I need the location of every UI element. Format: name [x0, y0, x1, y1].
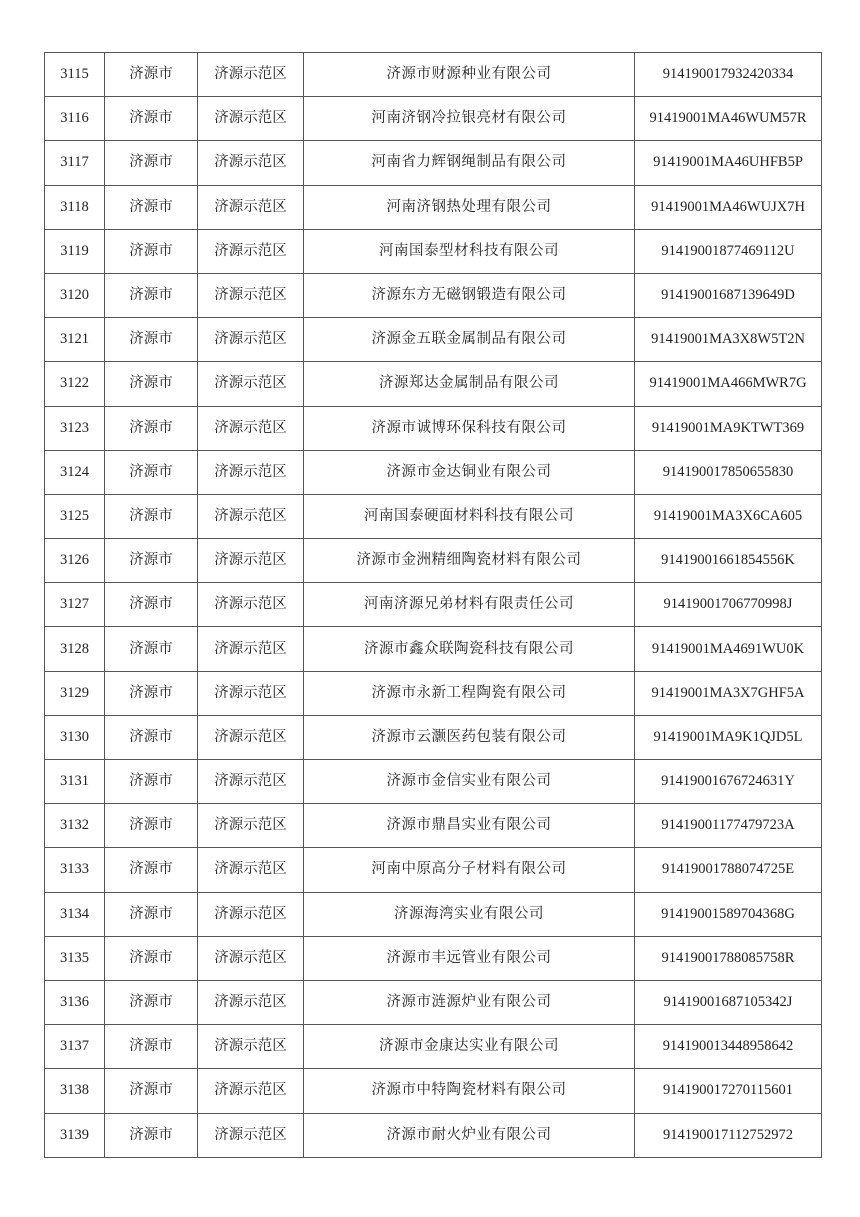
- cell-credit-code: 91419001661854556K: [635, 539, 822, 583]
- cell-district: 济源示范区: [198, 715, 304, 759]
- cell-credit-code: 91419001706770998J: [635, 583, 822, 627]
- cell-credit-code: 914190013448958642: [635, 1025, 822, 1069]
- cell-company-name: 济源市丰远管业有限公司: [304, 936, 635, 980]
- cell-credit-code: 91419001687105342J: [635, 980, 822, 1024]
- cell-district: 济源示范区: [198, 273, 304, 317]
- cell-serial-number: 3133: [45, 848, 105, 892]
- cell-district: 济源示范区: [198, 671, 304, 715]
- cell-credit-code: 91419001589704368G: [635, 892, 822, 936]
- cell-company-name: 济源市金洲精细陶瓷材料有限公司: [304, 539, 635, 583]
- table-row: [45, 450, 822, 494]
- cell-city: 济源市: [105, 1113, 198, 1157]
- cell-company-name: 济源金五联金属制品有限公司: [304, 318, 635, 362]
- cell-serial-number: 3130: [45, 715, 105, 759]
- cell-credit-code: 91419001788074725E: [635, 848, 822, 892]
- table-row: [45, 362, 822, 406]
- cell-serial-number: 3135: [45, 936, 105, 980]
- cell-serial-number: 3116: [45, 97, 105, 141]
- table-row: [45, 936, 822, 980]
- cell-credit-code: 91419001177479723A: [635, 804, 822, 848]
- table-row: [45, 848, 822, 892]
- cell-serial-number: 3123: [45, 406, 105, 450]
- cell-city: 济源市: [105, 494, 198, 538]
- cell-city: 济源市: [105, 1025, 198, 1069]
- cell-city: 济源市: [105, 53, 198, 97]
- cell-company-name: 河南中原高分子材料有限公司: [304, 848, 635, 892]
- table-row: [45, 980, 822, 1024]
- cell-company-name: 济源市金达铜业有限公司: [304, 450, 635, 494]
- cell-company-name: 河南国泰硬面材料科技有限公司: [304, 494, 635, 538]
- cell-company-name: 济源市财源种业有限公司: [304, 53, 635, 97]
- cell-district: 济源示范区: [198, 229, 304, 273]
- table-row: [45, 406, 822, 450]
- cell-credit-code: 91419001MA3X7GHF5A: [635, 671, 822, 715]
- cell-district: 济源示范区: [198, 936, 304, 980]
- cell-city: 济源市: [105, 1069, 198, 1113]
- cell-city: 济源市: [105, 671, 198, 715]
- cell-city: 济源市: [105, 583, 198, 627]
- cell-district: 济源示范区: [198, 627, 304, 671]
- cell-city: 济源市: [105, 892, 198, 936]
- cell-district: 济源示范区: [198, 97, 304, 141]
- cell-district: 济源示范区: [198, 804, 304, 848]
- cell-company-name: 河南济钢冷拉银亮材有限公司: [304, 97, 635, 141]
- cell-serial-number: 3118: [45, 185, 105, 229]
- cell-district: 济源示范区: [198, 53, 304, 97]
- cell-credit-code: 914190017850655830: [635, 450, 822, 494]
- table-row: [45, 583, 822, 627]
- cell-district: 济源示范区: [198, 141, 304, 185]
- cell-serial-number: 3128: [45, 627, 105, 671]
- cell-credit-code: 91419001MA466MWR7G: [635, 362, 822, 406]
- table-row: [45, 53, 822, 97]
- cell-city: 济源市: [105, 406, 198, 450]
- cell-credit-code: 91419001MA9K1QJD5L: [635, 715, 822, 759]
- cell-company-name: 济源市鑫众联陶瓷科技有限公司: [304, 627, 635, 671]
- table-row: [45, 671, 822, 715]
- cell-city: 济源市: [105, 97, 198, 141]
- cell-city: 济源市: [105, 450, 198, 494]
- cell-district: 济源示范区: [198, 1069, 304, 1113]
- cell-company-name: 济源市云灏医药包装有限公司: [304, 715, 635, 759]
- cell-serial-number: 3138: [45, 1069, 105, 1113]
- cell-district: 济源示范区: [198, 539, 304, 583]
- cell-company-name: 济源市诚博环保科技有限公司: [304, 406, 635, 450]
- cell-city: 济源市: [105, 936, 198, 980]
- cell-company-name: 济源市鼎昌实业有限公司: [304, 804, 635, 848]
- cell-district: 济源示范区: [198, 1025, 304, 1069]
- cell-company-name: 河南济钢热处理有限公司: [304, 185, 635, 229]
- cell-district: 济源示范区: [198, 892, 304, 936]
- table-row: [45, 760, 822, 804]
- cell-company-name: 河南济源兄弟材料有限责任公司: [304, 583, 635, 627]
- cell-serial-number: 3122: [45, 362, 105, 406]
- cell-city: 济源市: [105, 273, 198, 317]
- cell-company-name: 济源市金信实业有限公司: [304, 760, 635, 804]
- cell-city: 济源市: [105, 804, 198, 848]
- cell-credit-code: 91419001MA46WUJX7H: [635, 185, 822, 229]
- cell-district: 济源示范区: [198, 1113, 304, 1157]
- cell-serial-number: 3132: [45, 804, 105, 848]
- cell-district: 济源示范区: [198, 318, 304, 362]
- cell-city: 济源市: [105, 715, 198, 759]
- cell-district: 济源示范区: [198, 450, 304, 494]
- cell-city: 济源市: [105, 362, 198, 406]
- table-row: [45, 273, 822, 317]
- cell-city: 济源市: [105, 539, 198, 583]
- cell-credit-code: 91419001MA3X8W5T2N: [635, 318, 822, 362]
- cell-city: 济源市: [105, 627, 198, 671]
- table-body: [45, 53, 822, 1158]
- cell-serial-number: 3136: [45, 980, 105, 1024]
- cell-credit-code: 91419001687139649D: [635, 273, 822, 317]
- cell-company-name: 济源市中特陶瓷材料有限公司: [304, 1069, 635, 1113]
- cell-credit-code: 91419001MA9KTWT369: [635, 406, 822, 450]
- table-row: [45, 892, 822, 936]
- cell-company-name: 济源郑达金属制品有限公司: [304, 362, 635, 406]
- cell-serial-number: 3137: [45, 1025, 105, 1069]
- cell-district: 济源示范区: [198, 494, 304, 538]
- table-row: [45, 1025, 822, 1069]
- cell-serial-number: 3127: [45, 583, 105, 627]
- cell-district: 济源示范区: [198, 406, 304, 450]
- cell-district: 济源示范区: [198, 760, 304, 804]
- cell-company-name: 济源市涟源炉业有限公司: [304, 980, 635, 1024]
- cell-city: 济源市: [105, 318, 198, 362]
- cell-credit-code: 91419001MA46UHFB5P: [635, 141, 822, 185]
- table-row: [45, 185, 822, 229]
- cell-serial-number: 3125: [45, 494, 105, 538]
- cell-credit-code: 914190017112752972: [635, 1113, 822, 1157]
- table-row: [45, 141, 822, 185]
- cell-district: 济源示范区: [198, 185, 304, 229]
- cell-serial-number: 3121: [45, 318, 105, 362]
- table-row: [45, 1069, 822, 1113]
- cell-credit-code: 914190017932420334: [635, 53, 822, 97]
- cell-company-name: 济源海湾实业有限公司: [304, 892, 635, 936]
- cell-serial-number: 3120: [45, 273, 105, 317]
- cell-serial-number: 3119: [45, 229, 105, 273]
- cell-district: 济源示范区: [198, 583, 304, 627]
- table-row: [45, 715, 822, 759]
- table-row: [45, 804, 822, 848]
- cell-serial-number: 3131: [45, 760, 105, 804]
- cell-serial-number: 3126: [45, 539, 105, 583]
- cell-serial-number: 3134: [45, 892, 105, 936]
- cell-city: 济源市: [105, 760, 198, 804]
- cell-credit-code: 91419001MA4691WU0K: [635, 627, 822, 671]
- cell-serial-number: 3129: [45, 671, 105, 715]
- cell-city: 济源市: [105, 848, 198, 892]
- cell-credit-code: 91419001877469112U: [635, 229, 822, 273]
- cell-credit-code: 91419001MA3X6CA605: [635, 494, 822, 538]
- cell-company-name: 河南国泰型材科技有限公司: [304, 229, 635, 273]
- cell-serial-number: 3124: [45, 450, 105, 494]
- cell-company-name: 河南省力辉钢绳制品有限公司: [304, 141, 635, 185]
- cell-credit-code: 91419001676724631Y: [635, 760, 822, 804]
- cell-credit-code: 91419001MA46WUM57R: [635, 97, 822, 141]
- cell-city: 济源市: [105, 141, 198, 185]
- cell-serial-number: 3139: [45, 1113, 105, 1157]
- cell-credit-code: 91419001788085758R: [635, 936, 822, 980]
- table-row: [45, 97, 822, 141]
- table-row: [45, 229, 822, 273]
- cell-city: 济源市: [105, 980, 198, 1024]
- cell-company-name: 济源市金康达实业有限公司: [304, 1025, 635, 1069]
- table-row: [45, 1113, 822, 1157]
- cell-city: 济源市: [105, 229, 198, 273]
- cell-district: 济源示范区: [198, 980, 304, 1024]
- cell-city: 济源市: [105, 185, 198, 229]
- table-row: [45, 318, 822, 362]
- cell-district: 济源示范区: [198, 848, 304, 892]
- cell-district: 济源示范区: [198, 362, 304, 406]
- table-row: [45, 627, 822, 671]
- cell-serial-number: 3117: [45, 141, 105, 185]
- cell-serial-number: 3115: [45, 53, 105, 97]
- enterprise-registry-table: [44, 52, 822, 1158]
- table-row: [45, 539, 822, 583]
- cell-credit-code: 914190017270115601: [635, 1069, 822, 1113]
- table-row: [45, 494, 822, 538]
- cell-company-name: 济源市永新工程陶瓷有限公司: [304, 671, 635, 715]
- cell-company-name: 济源市耐火炉业有限公司: [304, 1113, 635, 1157]
- cell-company-name: 济源东方无磁钢锻造有限公司: [304, 273, 635, 317]
